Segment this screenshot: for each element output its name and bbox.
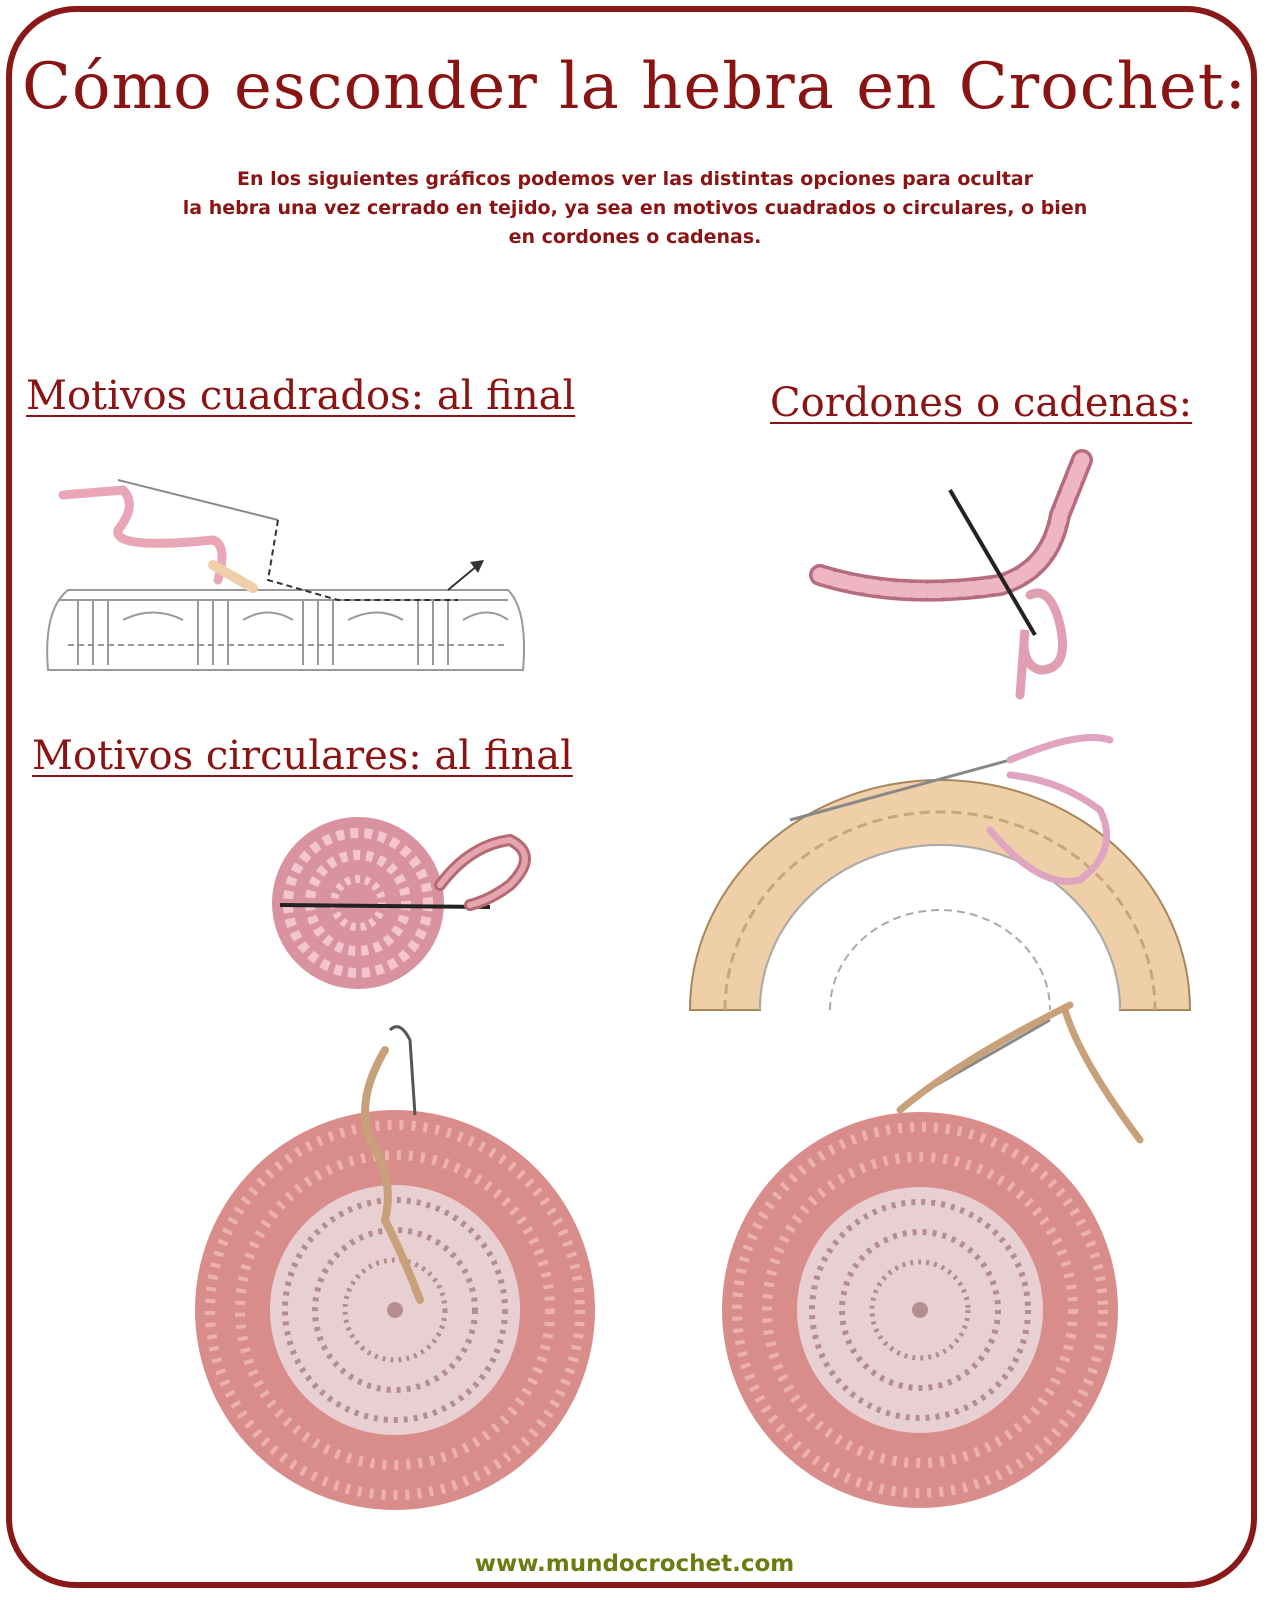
intro-line: En los siguientes gráficos podemos ver las distintas opciones para ocultar (237, 168, 1033, 190)
page-title: Cómo esconder la hebra en Crochet: (21, 50, 1248, 124)
chain-cord-needle-diagram (820, 455, 1120, 710)
heading-cords-chains: Cordones o cadenas: (770, 380, 1193, 426)
intro-line: la hebra una vez cerrado en tejido, ya sea en motivos cuadrados o circulares, o bien (182, 197, 1088, 219)
half-circle-motif-diagram (680, 730, 1200, 1015)
intro-text (60, 165, 1210, 252)
square-motif-needle-diagram (38, 470, 528, 695)
heading-square-motifs: Motivos cuadrados: al final (26, 373, 576, 419)
intro-line: en cordones o cadenas. (508, 226, 762, 248)
large-circle-motif-diagram-right (720, 1000, 1160, 1510)
heading-circular-motifs: Motivos circulares: al final (32, 733, 573, 779)
small-circle-motif-diagram (270, 815, 560, 995)
website-footer: www.mundocrochet.com (474, 1551, 795, 1577)
large-circle-motif-diagram-left (185, 1020, 605, 1520)
